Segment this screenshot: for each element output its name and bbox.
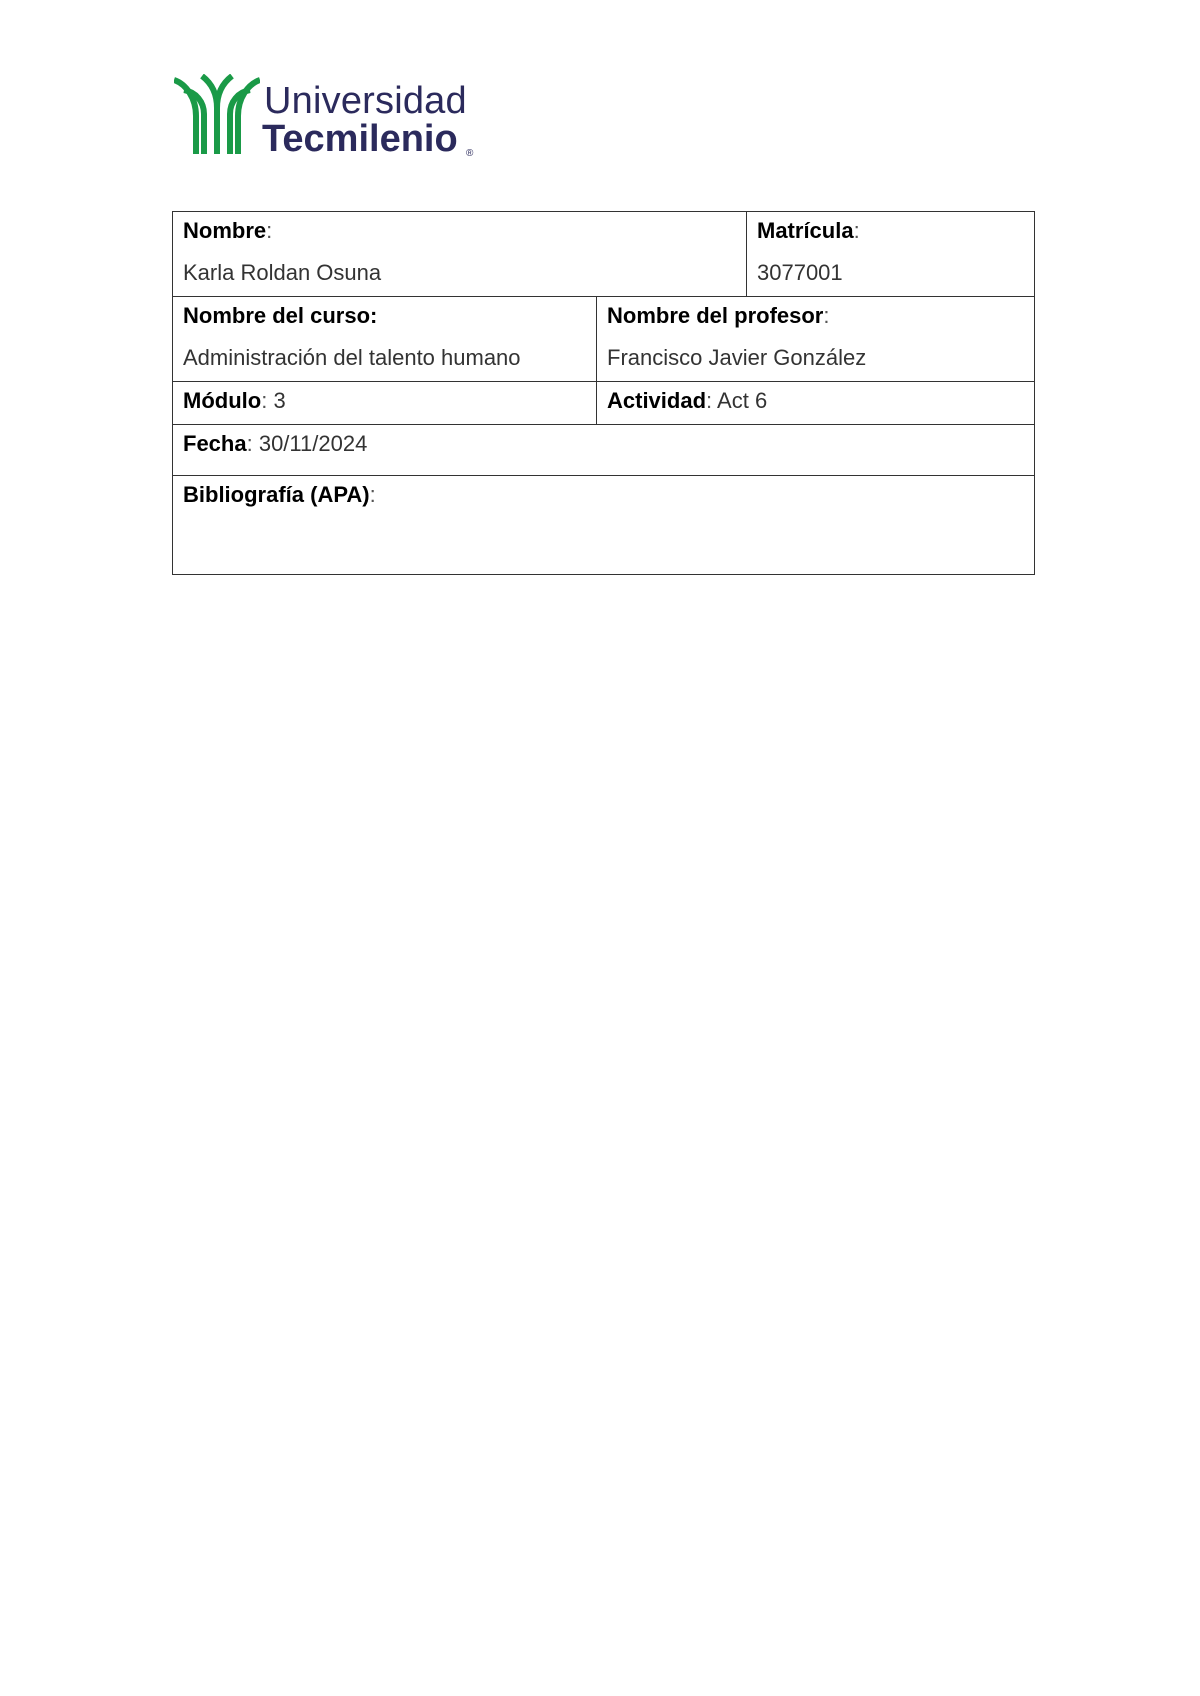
student-info-table <box>172 211 1035 575</box>
fecha-value: 30/11/2024 <box>252 431 368 456</box>
bibliografia-cell <box>173 476 1035 575</box>
actividad-label: Actividad <box>607 388 707 413</box>
modulo-cell <box>173 382 597 425</box>
matricula-value: 3077001 <box>757 260 843 285</box>
actividad-cell <box>597 382 1035 425</box>
table-row <box>173 212 1035 297</box>
matricula-sep: : <box>853 218 860 243</box>
profesor-label: Nombre del profesor <box>607 303 824 328</box>
table-row <box>173 425 1035 476</box>
matricula-label: Matrícula <box>757 218 854 243</box>
modulo-sep: : <box>261 388 268 413</box>
fecha-cell <box>173 425 1035 476</box>
bibliografia-sep: : <box>369 482 376 507</box>
actividad-sep: : <box>706 388 713 413</box>
bibliografia-label: Bibliografía (APA) <box>183 482 370 507</box>
profesor-value: Francisco Javier González <box>607 345 867 370</box>
curso-value: Administración del talento humano <box>183 345 521 370</box>
table-row <box>173 382 1035 425</box>
actividad-value: Act 6 <box>712 388 768 413</box>
profesor-sep: : <box>823 303 830 328</box>
table-row <box>173 476 1035 575</box>
logo-text-tecmilenio: Tecmilenio <box>262 118 458 160</box>
modulo-label: Módulo <box>183 388 262 413</box>
nombre-cell <box>173 212 747 297</box>
nombre-value: Karla Roldan Osuna <box>183 260 382 285</box>
fecha-label: Fecha <box>183 431 247 456</box>
fecha-sep: : <box>246 431 253 456</box>
curso-cell <box>173 297 597 382</box>
modulo-value: 3 <box>267 388 286 413</box>
curso-label: Nombre del curso: <box>183 303 378 328</box>
nombre-sep: : <box>266 218 273 243</box>
tecmilenio-leaf-icon <box>174 74 260 158</box>
registered-mark: ® <box>466 148 474 159</box>
profesor-cell <box>597 297 1035 382</box>
logo-text-universidad: Universidad <box>264 80 467 122</box>
matricula-cell <box>747 212 1035 297</box>
university-logo <box>174 72 494 164</box>
nombre-label: Nombre <box>183 218 267 243</box>
table-row <box>173 297 1035 382</box>
